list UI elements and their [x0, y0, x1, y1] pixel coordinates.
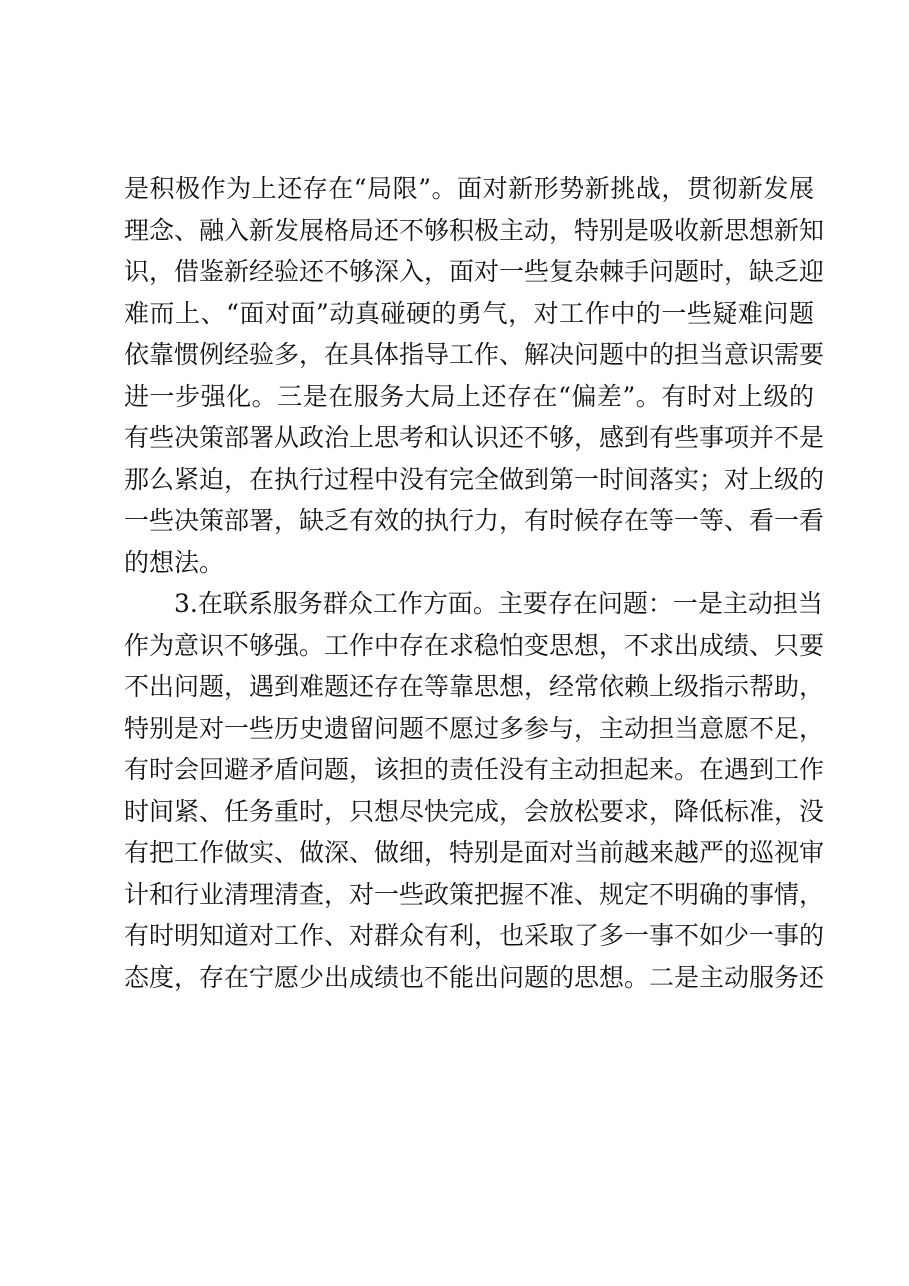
text-line: 依靠惯例经验多，在具体指导工作、解决问题中的担当意识需要 [124, 340, 825, 369]
text-line: 时间紧、任务重时，只想尽快完成，会放松要求，降低标准，没 [124, 796, 825, 826]
text-line: 态度，存在宁愿少出成绩也不能出问题的思想。二是主动服务还 [124, 962, 825, 992]
text-line: 识，借鉴新经验还不够深入，面对一些复杂棘手问题时，缺乏迎 [124, 257, 825, 286]
text-line: 进一步强化。三是在服务大局上还存在“偏差”。有时对上级的 [124, 381, 814, 411]
text-line: 有时会回避矛盾问题，该担的责任没有主动担起来。在遇到工作 [124, 755, 825, 784]
text-line: 那么紧迫，在执行过程中没有完全做到第一时间落实；对上级的 [124, 464, 825, 494]
text-line: 特别是对一些历史遗留问题不愿过多参与，主动担当意愿不足， [124, 713, 825, 743]
text-line: 是积极作为上还存在“局限”。面对新形势新挑战，贯彻新发展 [124, 174, 814, 203]
text-line: 一些决策部署，缺乏有效的执行力，有时候存在等一等、看一看 [124, 506, 825, 535]
body-text [124, 168, 825, 998]
text-line: 难而上、“面对面”动真碰硬的勇气，对工作中的一些疑难问题 [124, 298, 814, 328]
text-line: 不出问题，遇到难题还存在等靠思想，经常依赖上级指示帮助， [124, 672, 825, 701]
text-line: 的想法。 [124, 547, 225, 577]
text-line: 计和行业清理清查，对一些政策把握不准、规定不明确的事情， [124, 879, 825, 909]
text-line: 理念、融入新发展格局还不够积极主动，特别是吸收新思想新知 [124, 215, 825, 245]
paragraph-1 [124, 168, 825, 583]
text-line: 有些决策部署从政治上思考和认识还不够，感到有些事项并不是 [124, 423, 825, 452]
text-line: 作为意识不够强。工作中存在求稳怕变思想，不求出成绩、只要 [124, 630, 825, 660]
text-line: 有把工作做实、做深、做细，特别是面对当前越来越严的巡视审 [124, 838, 825, 867]
text-line: 3.在联系服务群众工作方面。主要存在问题：一是主动担当 [124, 589, 823, 618]
paragraph-2 [124, 583, 825, 998]
text-line: 有时明知道对工作、对群众有利，也采取了多一事不如少一事的 [124, 921, 825, 950]
